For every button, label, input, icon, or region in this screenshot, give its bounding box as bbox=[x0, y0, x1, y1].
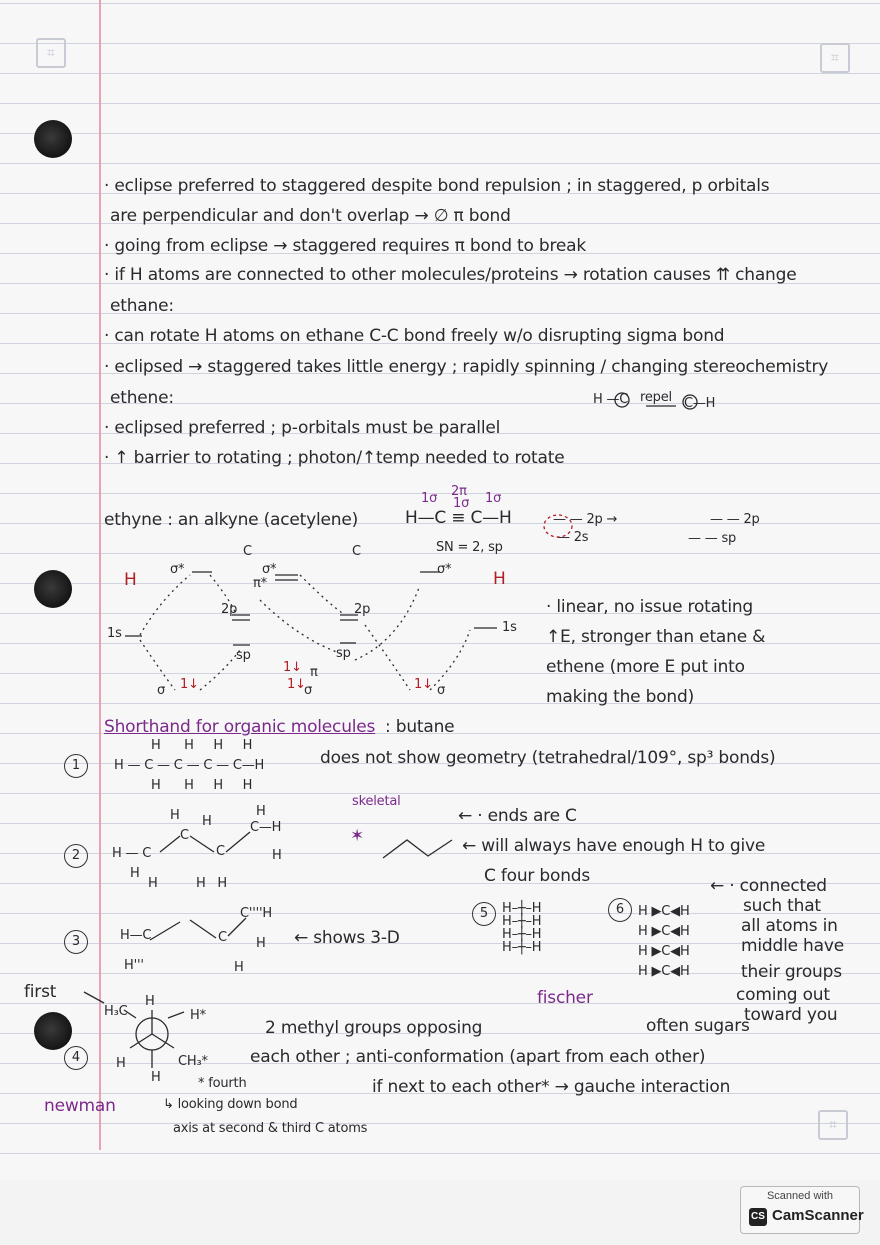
note-line: often sugars bbox=[646, 1016, 750, 1036]
repel-label: repel bbox=[640, 390, 672, 405]
sketch-atoms: H —C bbox=[593, 392, 629, 407]
note-line: ↑E, stronger than etane & bbox=[546, 627, 766, 647]
mo-atom-h: H bbox=[124, 570, 137, 590]
bond-line bbox=[168, 1012, 184, 1018]
item-number: 2 bbox=[64, 844, 88, 868]
electron-pair: 1↓ bbox=[283, 660, 302, 675]
shorthand-title: Shorthand for organic molecules bbox=[104, 717, 376, 737]
camscanner-badge bbox=[740, 1186, 864, 1234]
mo-label: σ bbox=[157, 683, 166, 698]
note-line: · ↑ barrier to rotating ; photon/↑temp needed to rotate bbox=[104, 448, 565, 468]
atom: C bbox=[216, 844, 225, 859]
mo-label: σ bbox=[437, 683, 446, 698]
note-line: · linear, no issue rotating bbox=[546, 597, 754, 617]
mo-atom-c: C bbox=[352, 544, 361, 559]
wedge-row: H ▶C◀H bbox=[638, 944, 690, 959]
atom: C—H bbox=[250, 820, 282, 835]
mo-label: 1s bbox=[107, 626, 122, 641]
arrow-line bbox=[84, 992, 104, 1003]
star-icon: ✶ bbox=[350, 826, 365, 846]
item-number: 4 bbox=[64, 1046, 88, 1070]
atom: H bbox=[151, 1070, 161, 1085]
orbital-circle bbox=[615, 393, 629, 407]
mo-label: σ* bbox=[262, 562, 277, 577]
note-line: are perpendicular and don't overlap → ∅ π bond bbox=[110, 206, 511, 226]
atom: H bbox=[145, 994, 155, 1009]
newman-group: H* bbox=[190, 1008, 206, 1023]
note-line: · can rotate H atoms on ethane C-C bond freely w/o disrupting sigma bond bbox=[104, 326, 725, 346]
mo-curve bbox=[260, 600, 345, 655]
atom: H — C bbox=[112, 846, 152, 861]
atom: H bbox=[202, 814, 212, 829]
note-line: ↳ looking down bond bbox=[163, 1097, 298, 1112]
shorthand-subtitle: : butane bbox=[385, 717, 455, 737]
atom: H H bbox=[196, 876, 227, 891]
note-line: such that bbox=[743, 896, 821, 916]
note-line: all atoms in bbox=[741, 916, 838, 936]
item-number: 1 bbox=[64, 754, 88, 778]
note-line: · if H atoms are connected to other molecules/proteins → rotation causes ⇈ change bbox=[104, 265, 797, 285]
mo-curve bbox=[365, 625, 410, 690]
note-line: · eclipse preferred to staggered despite bond repulsion ; in staggered, p orbitals bbox=[104, 176, 770, 196]
atom: C bbox=[180, 828, 189, 843]
bond-line bbox=[226, 832, 250, 852]
note-line: middle have bbox=[741, 936, 844, 956]
atom: H bbox=[256, 936, 266, 951]
note-line: ← shows 3-D bbox=[294, 928, 400, 948]
wedge-row: H ▶C◀H bbox=[638, 964, 690, 979]
wedge-row: H ▶C◀H bbox=[638, 904, 690, 919]
corner-marker-icon: ⌗ bbox=[36, 38, 66, 68]
atom: H bbox=[130, 866, 140, 881]
atom: H bbox=[170, 808, 180, 823]
note-line: 2 methyl groups opposing bbox=[265, 1018, 483, 1038]
section-heading: ethane: bbox=[110, 296, 174, 316]
mo-label: sp bbox=[236, 648, 251, 663]
note-line: axis at second & third C atoms bbox=[173, 1121, 368, 1136]
mo-label: σ* bbox=[437, 562, 452, 577]
note-line: · going from eclipse → staggered requires π bond to break bbox=[104, 236, 587, 256]
bond-line bbox=[124, 1010, 136, 1018]
note-line: toward you bbox=[744, 1005, 838, 1025]
orbital-level: — 2s bbox=[557, 530, 589, 545]
sketch-atoms: C—H bbox=[684, 396, 716, 411]
corner-marker-icon: ⌗ bbox=[820, 43, 850, 73]
orbital-level: — — 2p → bbox=[553, 512, 618, 527]
atom: C''''H bbox=[240, 906, 272, 921]
atom: C bbox=[218, 930, 227, 945]
atom: H''' bbox=[124, 958, 144, 973]
skeletal-zigzag bbox=[383, 840, 452, 858]
item-number: 5 bbox=[472, 902, 496, 926]
item-number: 3 bbox=[64, 930, 88, 954]
atom: H—C bbox=[120, 928, 152, 943]
bond-line bbox=[150, 922, 180, 940]
wedge-row: H ▶C◀H bbox=[638, 924, 690, 939]
atom: H bbox=[272, 848, 282, 863]
note-line: ← · ends are C bbox=[458, 806, 577, 826]
mo-curve bbox=[300, 575, 345, 615]
newman-label: newman bbox=[44, 1096, 116, 1116]
note-line: C four bonds bbox=[484, 866, 591, 886]
atom: H bbox=[256, 804, 266, 819]
orbital-circle bbox=[683, 395, 697, 409]
note-line: · eclipsed preferred ; p-orbitals must be parallel bbox=[104, 418, 501, 438]
bond-label: 1σ bbox=[421, 491, 438, 506]
ethyne-label: ethyne : an alkyne (acetylene) bbox=[104, 510, 359, 530]
mo-label: sp bbox=[336, 646, 351, 661]
mo-label: σ* bbox=[170, 562, 185, 577]
bond-label: 1σ bbox=[453, 496, 470, 511]
electron-pair: 1↓ bbox=[287, 677, 306, 692]
electron-pair: 1↓ bbox=[180, 677, 199, 692]
atom: H bbox=[148, 876, 158, 891]
electron-pair: 1↓ bbox=[414, 677, 433, 692]
section-heading: ethene: bbox=[110, 388, 174, 408]
badge-brand: CamScanner bbox=[772, 1207, 864, 1224]
orbital-level: — — 2p bbox=[710, 512, 760, 527]
butane-formula: H — C — C — C — C—H bbox=[114, 758, 265, 773]
note-line: if next to each other* → gauche interaction bbox=[372, 1077, 731, 1097]
atom: H bbox=[116, 1056, 126, 1071]
bond-line bbox=[190, 836, 214, 852]
note-line: making the bond) bbox=[546, 687, 695, 707]
mo-label: σ bbox=[304, 683, 313, 698]
mo-curve bbox=[210, 575, 235, 612]
highlight-circle bbox=[544, 515, 572, 537]
newman-group: CH₃* bbox=[178, 1054, 208, 1069]
note-line: * fourth bbox=[198, 1076, 247, 1091]
mo-label: 2p bbox=[221, 602, 238, 617]
steric-number: SN = 2, sp bbox=[436, 540, 503, 555]
note-line: ethene (more E put into bbox=[546, 657, 745, 677]
mo-curve bbox=[200, 650, 240, 690]
mo-curve bbox=[140, 640, 175, 690]
skeletal-label: skeletal bbox=[352, 794, 401, 809]
note-line: · eclipsed → staggered takes little energy ; rapidly spinning / changing stereochemistry bbox=[104, 357, 829, 377]
orbital-level: — — sp bbox=[688, 531, 737, 546]
note-line: ← · connected bbox=[710, 876, 827, 896]
mo-label: 2p bbox=[354, 602, 371, 617]
badge-caption: Scanned with bbox=[766, 1190, 834, 1202]
atom: H bbox=[234, 960, 244, 975]
mo-curve bbox=[430, 630, 470, 690]
bond-line bbox=[228, 918, 246, 936]
ethyne-formula: H—C ≡ C—H bbox=[405, 508, 512, 528]
note-line: coming out bbox=[736, 985, 830, 1005]
bond-line bbox=[190, 920, 216, 938]
bond-label: 2π bbox=[451, 484, 467, 499]
mo-label: π* bbox=[253, 576, 267, 591]
mo-curve bbox=[140, 575, 190, 635]
note-line: ← will always have enough H to give bbox=[462, 836, 766, 856]
mo-label: π bbox=[310, 665, 318, 680]
camscanner-logo-icon: CS bbox=[749, 1208, 767, 1226]
note-line: each other ; anti-conformation (apart from each other) bbox=[250, 1047, 706, 1067]
fischer-sketch: H–┼–H H–┼–H H–┼–H H–┼–H bbox=[502, 901, 542, 955]
note-line: their groups bbox=[741, 962, 842, 982]
mo-label: 1s bbox=[502, 620, 517, 635]
note-line: does not show geometry (tetrahedral/109°, sp³ bonds) bbox=[320, 748, 776, 768]
atom: H H H H bbox=[151, 738, 253, 753]
bond-line bbox=[160, 836, 180, 852]
fischer-label: fischer bbox=[537, 988, 593, 1008]
first-label: first bbox=[24, 982, 57, 1002]
newman-group: H₃C bbox=[104, 1004, 128, 1019]
bond-label: 1σ bbox=[485, 491, 502, 506]
mo-atom-c: C bbox=[243, 544, 252, 559]
item-number: 6 bbox=[608, 898, 632, 922]
atom: H H H H bbox=[151, 778, 253, 793]
corner-marker-icon: ⌗ bbox=[818, 1110, 848, 1140]
mo-curve bbox=[355, 585, 420, 660]
mo-atom-h: H bbox=[493, 569, 506, 589]
